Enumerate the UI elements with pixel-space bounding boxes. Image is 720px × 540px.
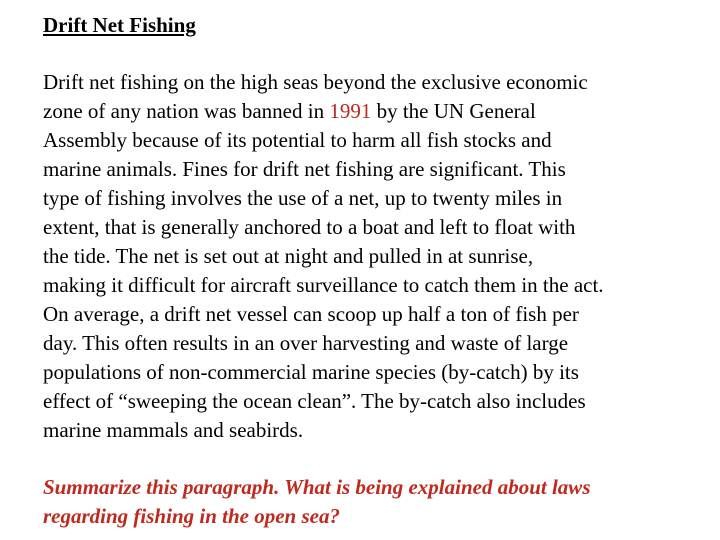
highlighted-year: 1991 [329, 99, 372, 123]
document-slide [43, 10, 693, 531]
page-title: Drift Net Fishing [43, 13, 196, 37]
discussion-question: Summarize this paragraph. What is being explained about laws regarding fishing in the open sea? [43, 475, 591, 528]
paragraph-text-end: by the UN General Assembly because of its potential to harm all fish stocks and marine animals. Fines for drift net fishing are significant. This type of fishing involves the use of a net, up to twenty miles in extent, that is generally anchored to a boat and left to float with the tide. The net is set out at night and pulled in at sunrise, making it difficult for aircraft surveillance to catch them in the act. On average, a drift net vessel can scoop up half a ton of fish per day. This often results in an over harvesting and waste of large populations of non-commercial marine species (by-catch) by its effect of “sweeping the ocean clean”. The by-catch also includes marine mammals and seabirds. [43, 99, 604, 442]
paragraph-text-start: Drift net fishing on the high seas beyond the exclusive economic zone of any nation was banned in [43, 70, 588, 123]
body-paragraph [43, 68, 693, 445]
